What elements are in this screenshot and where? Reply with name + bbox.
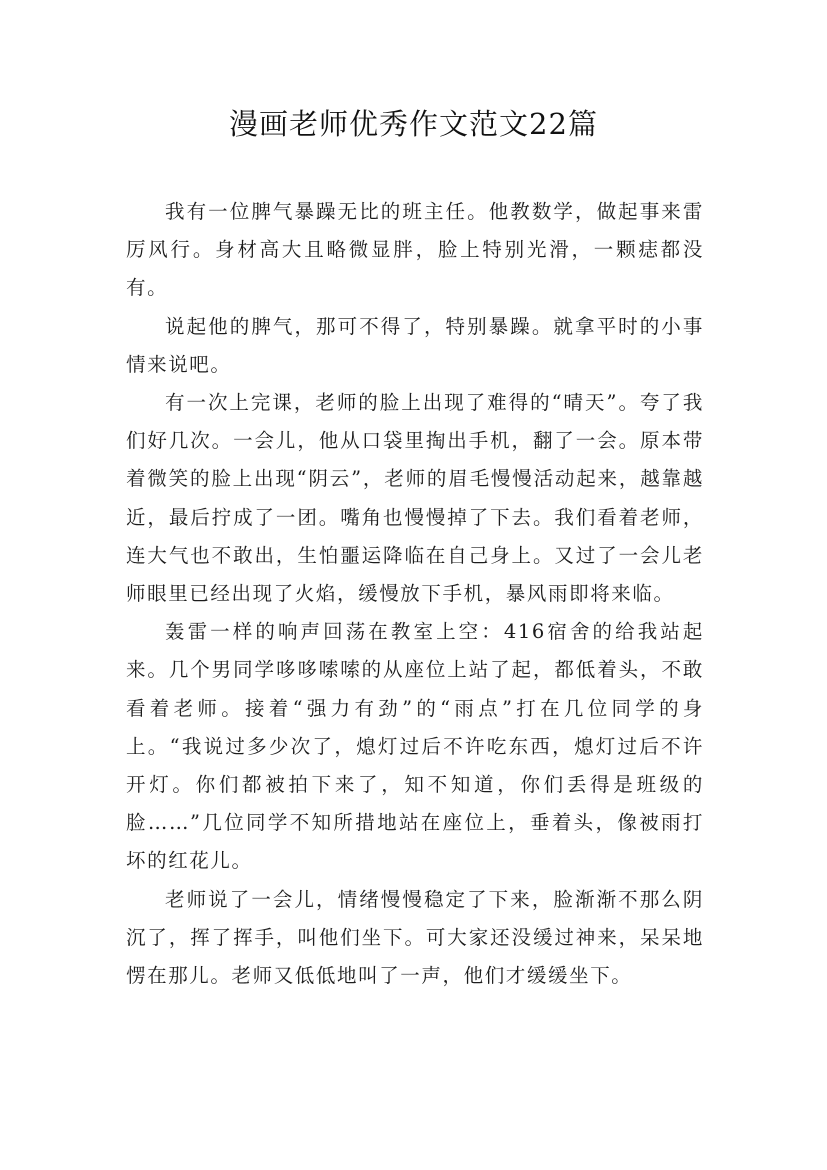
paragraph-4: 轰雷一样的响声回荡在教室上空：416宿舍的给我站起来。几个男同学哆哆嗦嗦的从座位上站了起，都低着头，不敢看着老师。接着“强力有劲”的“雨点”打在几位同学的身上。“我说过多少次了，熄灯过后不许吃东西，熄灯过后不许开灯。你们都被拍下来了，知不知道，你们丢得是班级的脸……”几位同学不知所措地站在座位上，垂着头，像被雨打坏的红花儿。 bbox=[126, 620, 704, 873]
paragraph-1: 我有一位脾气暴躁无比的班主任。他教数学，做起事来雷厉风行。身材高大且略微显胖，脸上特别光滑，一颗痣都没有。 bbox=[126, 200, 704, 300]
paragraph-3: 有一次上完课，老师的脸上出现了难得的“晴天”。夸了我们好几次。一会儿，他从口袋里掏出手机，翻了一会。原本带着微笑的脸上出现“阴云”，老师的眉毛慢慢活动起来，越靠越近，最后拧成了一团。嘴角也慢慢掉了下去。我们看着老师，连大气也不敢出，生怕噩运降临在自己身上。又过了一会儿老师眼里已经出现了火焰，缓慢放下手机，暴风雨即将来临。 bbox=[126, 391, 704, 606]
paragraph-5: 老师说了一会儿，情绪慢慢稳定了下来，脸渐渐不那么阴沉了，挥了挥手，叫他们坐下。可大家还没缓过神来，呆呆地愣在那儿。老师又低低地叫了一声，他们才缓缓坐下。 bbox=[126, 887, 704, 988]
paragraph-2: 说起他的脾气，那可不得了，特别暴躁。就拿平时的小事情来说吧。 bbox=[126, 314, 704, 376]
document-body bbox=[126, 193, 704, 995]
document-title: 漫画老师优秀作文范文22篇 bbox=[229, 107, 598, 141]
